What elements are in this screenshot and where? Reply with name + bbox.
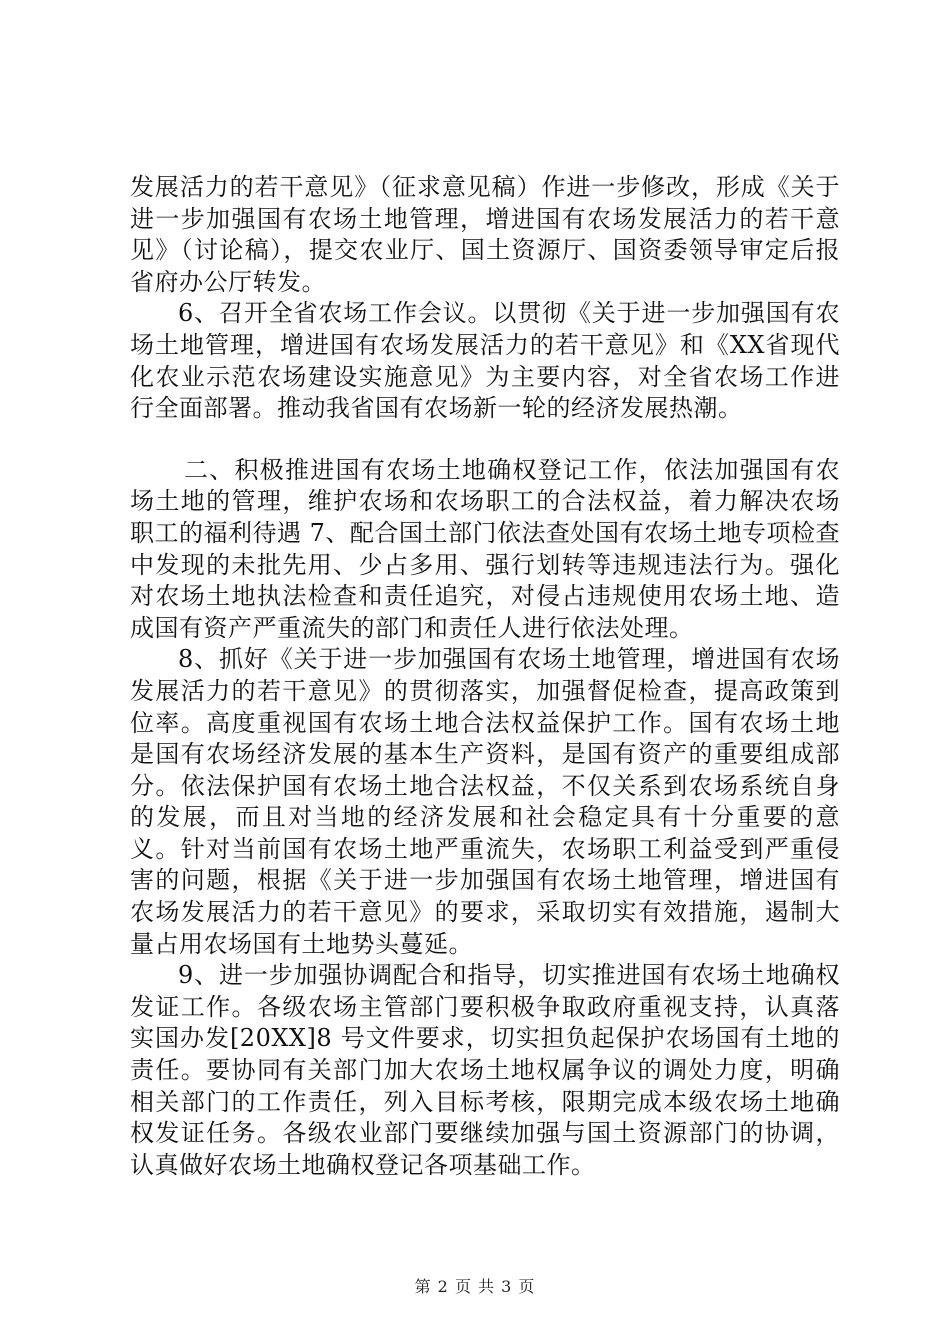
paragraph-item-6: 6、召开全省农场工作会议。以贯彻《关于进一步加强国有农场土地管理，增进国有农场发展活力的若干意见》和《XX省现代化农业示范农场建设实施意见》为主要内容，对全省农场工作进行全面部署。推动我省国有农场新一轮的经济发展热潮。 bbox=[130, 299, 840, 423]
paragraph-item-9: 9、进一步加强协调配合和指导，切实推进国有农场土地确权发证工作。各级农场主管部门要积极争取政府重视支持，认真落实国办发[20XX]8 号文件要求，切实担负起保护农场国有土地的责任。要协同有关部门加大农场土地权属争议的调处力度，明确相关部门的工作责任，列入目标考核，限期完成本级农场土地确权发证任务。各级农业部门要继续加强与国土资源部门的协调，认真做好农场土地确权登记各项基础工作。 bbox=[130, 961, 840, 1179]
document-body bbox=[130, 172, 840, 1181]
paragraph-item-8: 8、抓好《关于进一步加强国有农场土地管理，增进国有农场发展活力的若干意见》的贯彻落实，加强督促检查，提高政策到位率。高度重视国有农场土地合法权益保护工作。国有农场土地是国有农场经济发展的基本生产资料，是国有资产的重要组成部分。依法保护国有农场土地合法权益，不仅关系到农场系统自身的发展，而且对当地的经济发展和社会稳定具有十分重要的意义。针对当前国有农场土地严重流失，农场职工利益受到严重侵害的问题，根据《关于进一步加强国有农场土地管理，增进国有农场发展活力的若干意见》的要求，采取切实有效措施，遏制大量占用农场国有土地势头蔓延。 bbox=[130, 645, 840, 958]
page-footer: 第 2 页 共 3 页 bbox=[414, 1277, 536, 1296]
paragraph-continuation: 发展活力的若干意见》（征求意见稿）作进一步修改，形成《关于进一步加强国有农场土地管理，增进国有农场发展活力的若干意见》（讨论稿），提交农业厅、国土资源厅、国资委领导审定后报省府办公厅转发。 bbox=[130, 173, 840, 296]
paragraph-section-2: 二、积极推进国有农场土地确权登记工作，依法加强国有农场土地的管理，维护农场和农场职工的合法权益，着力解决农场职工的福利待遇 7、配合国土部门依法查处国有农场土地专项检查中发现的未批先用、少占多用、强行划转等违规违法行为。强化对农场土地执法检查和责任追究，对侵占违规使用农场土地、造成国有资产严重流失的部门和责任人进行依法处理。 bbox=[130, 455, 840, 642]
section-gap bbox=[130, 425, 840, 455]
